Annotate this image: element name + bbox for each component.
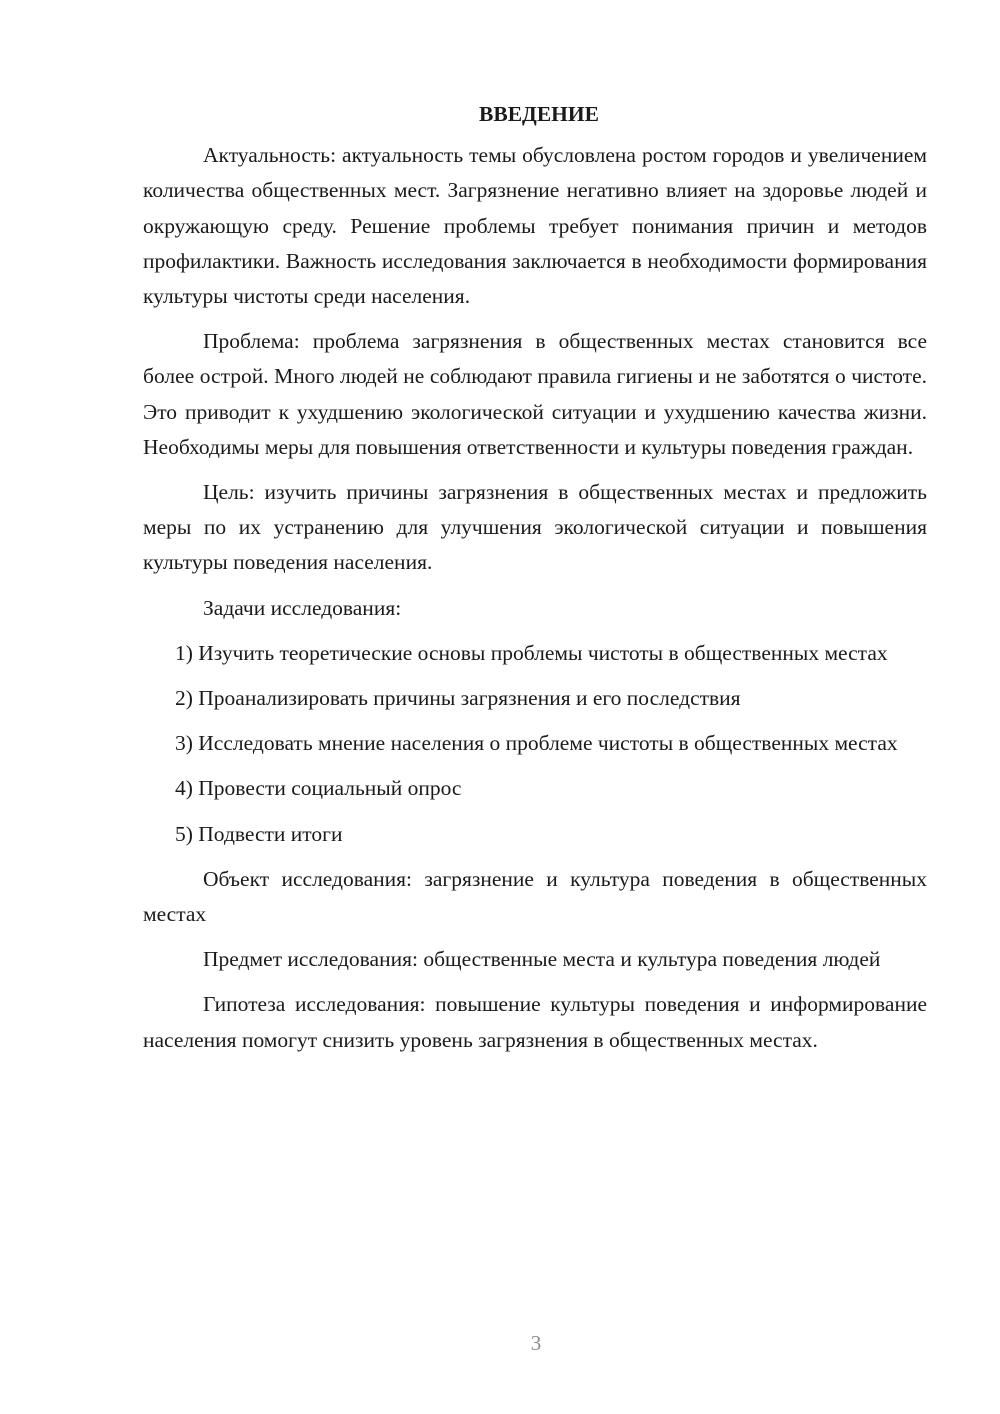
tasks-heading: Задачи исследования: [203,595,402,620]
task-list [143,636,927,852]
section-title: ВВЕДЕНИЕ [479,102,599,126]
task-item-1: 1) Изучить теоретические основы проблемы чистоты в общественных местах [175,640,888,665]
goal-paragraph: Цель: изучить причины загрязнения в общественных местах и предложить меры по их устранению для улучшения экологической ситуации и повышения культуры поведения населения. [143,480,927,575]
subject-paragraph: Предмет исследования: общественные места и культура поведения людей [203,947,881,972]
task-item-5: 5) Подвести итоги [175,821,343,846]
task-item-2: 2) Проанализировать причины загрязнения и его последствия [175,686,741,711]
hypothesis-paragraph: Гипотеза исследования: повышение культуры поведения и информирование населения помогут снизить уровень загрязнения в общественных местах. [143,992,927,1052]
object-paragraph: Объект исследования: загрязнение и культура поведения в общественных местах [143,866,927,927]
relevance-paragraph: Актуальность: актуальность темы обусловлена ростом городов и увеличением количества общественных мест. Загрязнение негативно влияет на здоровье людей и окружающую среду. Решение проблемы требует понимания причин и методов профилактики. Важность исследования заключается в необходимости формирования культуры чистоты среди населения. [143,143,927,309]
page-number: 3 [530,1331,542,1355]
task-item-4: 4) Провести социальный опрос [175,776,462,801]
page-content [143,97,927,1068]
problem-paragraph: Проблема: проблема загрязнения в общественных местах становится все более острой. Много людей не соблюдают правила гигиены и не заботятся о чистоте. Это приводит к ухудшению экологической ситуации и ухудшению качества жизни. Необходимы меры для повышения ответственности и культуры поведения граждан. [143,329,927,459]
task-item-3: 3) Исследовать мнение населения о проблеме чистоты в общественных местах [175,731,898,756]
